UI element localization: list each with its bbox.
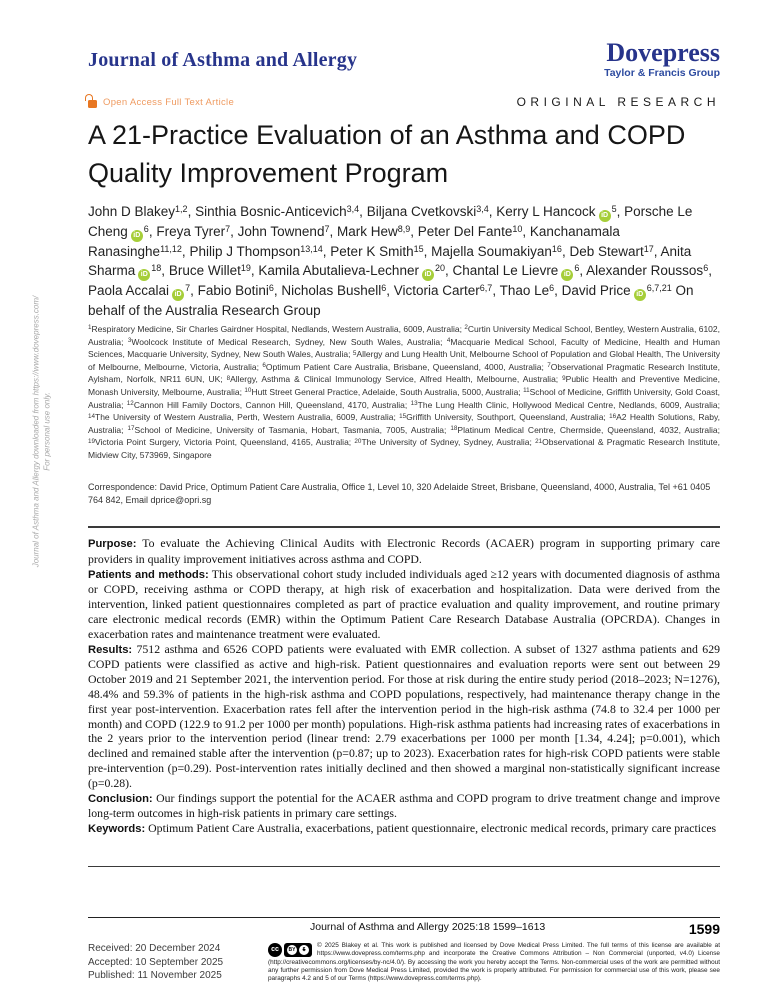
- author: Nicholas Bushell$^6$,: [281, 282, 394, 298]
- abstract-paragraph: Conclusion: Our findings support the potential for the ACAER asthma and COPD program to drive treatment change and improve long-term outcomes in high-risk patients in primary care settings.: [88, 790, 720, 821]
- license-block: [268, 942, 720, 983]
- author: Mark Hew$^{8,9}$,: [336, 223, 418, 239]
- author: David Price iD$^{6,7,21}$: [562, 283, 672, 298]
- abstract-section-label: Results:: [88, 643, 133, 656]
- open-access-label: Open Access Full Text Article: [103, 96, 235, 108]
- author: Freya Tyrer$^7$,: [156, 223, 238, 239]
- accepted-date: Accepted: 10 September 2025: [88, 956, 224, 968]
- article-title-line1: A 21-Practice Evaluation of an Asthma and COPD: [88, 120, 686, 150]
- author: Fabio Botini$^6$,: [197, 282, 282, 298]
- abstract-section-label: Purpose:: [88, 538, 137, 550]
- open-access-link[interactable]: [88, 97, 234, 108]
- author: Kamila Abutalieva-Lechner $iD^{20}$,: [258, 263, 452, 278]
- cc-by-nc-icons: [284, 943, 312, 957]
- dovepress-logo-text[interactable]: Dovepress: [606, 38, 720, 67]
- author: John D Blakey$^{1,2}$,: [88, 203, 196, 219]
- article-meta-row: [88, 95, 720, 109]
- orcid-icon[interactable]: iD: [561, 269, 573, 281]
- page-number: 1599: [688, 921, 720, 937]
- cc-icon: cc: [268, 943, 282, 957]
- orcid-icon[interactable]: iD: [172, 289, 184, 301]
- author: Majella Soumakiyan$^{16}$,: [431, 243, 570, 259]
- abstract-sections: [88, 536, 720, 864]
- author: Biljana Cvetkovski$^{3,4}$,: [366, 203, 497, 219]
- license-text: © 2025 Blakey et al. This work is published and licensed by Dove Medical Press Limited. The full terms of this license are available at https://www.dovepress.com/terms.php and incorporate the Creative Commons Attribution – Non Commercial (unported, v4.0) License (http://creativecommons.org/licenses/by-nc/4.0/). By accessing the work you hereby accept the Terms. Non-commercial uses of the work are permitted without any further permission from Dove Medical Press Limited, provided the work is properly attributed. For permission for commercial use of this work, please see paragraphs 4.2 and 5 of our Terms (https://www.dovepress.com/terms.php).: [268, 942, 720, 983]
- abstract-paragraph: Keywords: Optimum Patient Care Australia, exacerbations, patient questionnaire, electronic medical records, primary care practices: [88, 821, 717, 836]
- abstract-paragraph: Purpose: To evaluate the Achieving Clinical Audits with Electronic Records (ACAER) program in supporting primary care providers in quality improvement initiatives across asthma and COPD.: [88, 536, 720, 566]
- footer-bottom-row: [88, 942, 720, 983]
- author: Deb Stewart$^{17}$,: [569, 243, 661, 259]
- abstract-paragraph: Results: 7512 asthma and 6526 COPD patients were evaluated with EMR collection. A subset of 1327 asthma patients and 629 COPD patients were classified as active and high-risk. Patient questionnaires and evaluation reports were sent out between 29 October 2019 and 21 September 2021, the intervention period. For those at risk during the entire study period (2018–2023; N=1276), 48.4% and 59.3% of patients in the high-risk asthma and COPD populations, respectively, had maintenance therapy change in the first year post-intervention. Exacerbation rates fell after the intervention period in the high-risk asthma (74.8 to 32.4 per 1000 per month) and COPD (122.9 to 91.2 per 1000 per month) populations. High-risk asthma patients had increasing rates of exacerbations in the 2 years prior to the intervention period (linear trend: 2.79 exacerbations per 1000 per month [1.34, 4.24]; p=0.001), which declined and remained stable after the intervention (p=0.87; up to 2023). Exacerbation rates for high-risk COPD patients were stable pre-intervention (p=0.29). Post-intervention rates initially declined and then showed a marginal non-statistically significant increase (p=0.28).: [88, 641, 720, 790]
- orcid-icon[interactable]: iD: [634, 289, 646, 301]
- abstract-section-label: Patients and methods:: [88, 568, 209, 581]
- watermark-line1: Journal of Asthma and Allergy downloaded from https://www.dovepress.com/: [31, 295, 41, 568]
- correspondence-label: Correspondence:: [88, 482, 158, 492]
- received-date: Received: 20 December 2024: [88, 943, 221, 954]
- journal-citation: Journal of Asthma and Allergy 2025:18 1599–1613: [310, 921, 546, 933]
- correspondence: [88, 481, 720, 506]
- author: Thao Le$^6$,: [499, 282, 562, 298]
- open-access-lock-icon: [88, 100, 97, 108]
- author: Chantal Le Lievre $iD^6$,: [453, 263, 587, 278]
- article-type-label: ORIGINAL RESEARCH: [516, 95, 720, 109]
- article-title: [88, 117, 720, 192]
- author: Anita Sharma $iD^{18}$,: [88, 244, 691, 278]
- article-dates: [88, 942, 268, 983]
- author: Philip J Thompson$^{13,14}$,: [189, 243, 331, 259]
- taylor-francis-label: Taylor & Francis Group: [604, 67, 720, 79]
- affiliation-list: $^1$Respiratory Medicine, Sir Charles Gairdner Hospital, Nedlands, Western Australia, 6009, Australia; $^2$Curtin University Medical School, Bentley, Western Australia, 6102, Australia; $^3$Woolcock Institute of Medical Research, Sydney, New South Wales, Australia; $^4$Macquarie Medical School, Faculty of Medicine, Health and Human Sciences, Macquarie University, Sydney, New South Wales, Australia; $^5$Allergy and Lung Health Unit, Melbourne School of Population and Global Health, The University of Melbourne, Melbourne, Victoria, Australia; $^6$Optimum Patient Care Australia, Brisbane, Queensland, 4000, Australia; $^7$Observational Pragmatic Research Institute, Aylsham, Norfolk, NR11 6UN, UK; $^8$Allergy, Asthma & Clinical Immunology Service, Alfred Health, Melbourne, Australia; $^9$Public Health and Preventive Medicine, Monash University, Melbourne, Australia; $^{10}$Hutt Street General Practice, Adelaide, South Australia, 5000, Australia; $^{11}$School of Medicine, Griffith University, Gold Coast, Australia; $^{12}$Cannon Hill Family Doctors, Cannon Hill, Queensland, 4170, Australia; $^{13}$The Lung Health Clinic, Hollywood Medical Centre, Nedlands, 6009, Australia; $^{14}$The University of Western Australia, Perth, Western Australia, 6009, Australia; $^{15}$Griffith University, Southport, Queensland, Australia; $^{16}$A2 Health Solutions, Raby, Australia; $^{17}$School of Medicine, University of Tasmania, Hobart, Tasmania, 7005, Australia; $^{18}$Platinum Medical Centre, Chermside, Queensland, 4032, Australia; $^{19}$Victoria Point Surgery, Victoria Point, Queensland, 4165, Australia; $^{20}$The University of Sydney, Sydney, Australia; $^{21}$Observational & Pragmatic Research Institute, Midview City, 573969, Singapore: [88, 324, 720, 460]
- cc-by-icon: BY: [287, 945, 297, 955]
- orcid-icon[interactable]: iD: [138, 269, 150, 281]
- page-content: [88, 0, 720, 1000]
- author: Kerry L Hancock $iD^5$,: [496, 204, 624, 219]
- author: Alexander Roussos$^6$,: [586, 262, 712, 278]
- abstract-paragraph: Patients and methods: This observational cohort study included individuals aged ≥12 years with documented diagnosis of asthma or COPD, receiving asthma or COPD therapy, at high risk of exacerbation and hospitalization. Data were derived from the intervention, linked patient questionnaires completed as part of practice evaluation and quality improvement, and routine primary care electronic medical records (EMR) within the Optimum Patient Care Research Database Australia (OPCRDA). Changes in exacerbation rates and maintenance treatment were evaluated.: [88, 566, 720, 641]
- author: Bruce Willet$^{19}$,: [168, 262, 259, 278]
- author: Sinthia Bosnic-Anticevich$^{3,4}$,: [195, 203, 367, 219]
- download-watermark: [32, 237, 53, 627]
- footer-rule: [88, 917, 720, 918]
- author: Victoria Carter$^{6,7}$,: [393, 282, 500, 298]
- journal-title: Journal of Asthma and Allergy: [88, 49, 358, 71]
- abstract-section-label: Conclusion:: [88, 792, 153, 805]
- footer-citation-row: [88, 921, 720, 937]
- author: Peter Del Fante$^{10}$,: [417, 223, 530, 239]
- author: Kanchanamala Ranasinghe$^{11,12}$,: [88, 224, 620, 259]
- article-title-line2: Quality Improvement Program: [88, 157, 449, 188]
- publisher-logo[interactable]: [604, 40, 720, 79]
- orcid-icon[interactable]: iD: [131, 230, 143, 242]
- author: Paola Accalai $iD^7$,: [88, 283, 198, 298]
- abstract-top-rule: [88, 526, 720, 528]
- published-date: Published: 11 November 2025: [88, 970, 222, 981]
- orcid-icon[interactable]: iD: [599, 210, 611, 222]
- orcid-icon[interactable]: iD: [422, 269, 434, 281]
- cc-nc-icon: $: [299, 945, 309, 955]
- page-header: [88, 40, 720, 79]
- correspondence-text[interactable]: David Price, Optimum Patient Care Australia, Office 1, Level 10, 320 Adelaide Street, Brisbane, Queensland, 4000, Australia, Tel +61 0405 764 842, Email dprice@opri.sg: [88, 482, 711, 505]
- author: John Townend$^7$,: [237, 223, 337, 239]
- author: Peter K Smith$^{15}$,: [330, 243, 432, 259]
- abstract-bottom-rule: [88, 866, 720, 867]
- watermark-line2: For personal use only.: [42, 392, 51, 471]
- author-list: John D Blakey$^{1,2}$, Sinthia Bosnic-Anticevich$^{3,4}$, Biljana Cvetkovski$^{3,4}$, Kerry L Hancock $iD^5$, Porsche Le Cheng $iD^6$, Freya Tyrer$^7$, John Townend$^7$, Mark Hew$^{8,9}$, Peter Del Fante$^{10}$, Kanchanamala Ranasinghe$^{11,12}$, Philip J Thompson$^{13,14}$, Peter K Smith$^{15}$, Majella Soumakiyan$^{16}$, Deb Stewart$^{17}$, Anita Sharma $iD^{18}$, Bruce Willet$^{19}$, Kamila Abutalieva-Lechner $iD^{20}$, Chantal Le Lievre $iD^6$, Alexander Roussos$^6$, Paola Accalai $iD^7$, Fabio Botini$^6$, Nicholas Bushell$^6$, Victoria Carter$^{6,7}$, Thao Le$^6$, David Price iD$^{6,7,21}$ On behalf of the Australia Research Group: [88, 203, 712, 318]
- author: Porsche Le Cheng $iD^6$,: [88, 204, 692, 239]
- abstract-section-label: Keywords:: [88, 823, 146, 836]
- cc-by-nc-badge[interactable]: [268, 943, 312, 957]
